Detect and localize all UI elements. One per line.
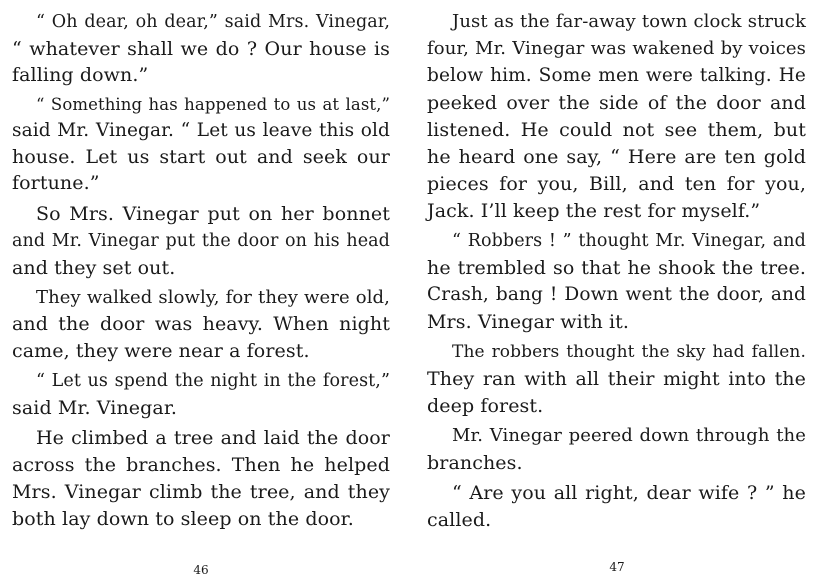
text-line: They walked slowly, for they were old, bbox=[36, 287, 390, 308]
text-line: said Mr. Vinegar. “ Let us leave this old bbox=[12, 120, 390, 141]
text-line: and they set out. bbox=[12, 257, 176, 279]
text-line: “ Are you all right, dear wife ? ” he bbox=[452, 482, 806, 504]
text-line: he trembled so that he shook the tree. bbox=[427, 257, 806, 279]
text-line: Mr. Vinegar peered down through the bbox=[452, 425, 806, 446]
text-line: and Mr. Vinegar put the door on his head bbox=[12, 231, 390, 251]
text-line: They ran with all their might into the bbox=[427, 368, 806, 390]
text-line: The robbers thought the sky had fallen. bbox=[452, 342, 806, 362]
text-line: So Mrs. Vinegar put on her bonnet bbox=[36, 203, 390, 225]
text-line: called. bbox=[427, 509, 492, 531]
text-line: Jack. I’ll keep the rest for myself.” bbox=[427, 200, 761, 222]
text-line: Just as the far-away town clock struck bbox=[452, 11, 806, 32]
text-line: branches. bbox=[427, 452, 523, 474]
text-line: Crash, bang ! Down went the door, and bbox=[427, 284, 806, 305]
text-line: listened. He could not see them, but bbox=[427, 119, 806, 141]
text-line: falling down.” bbox=[12, 64, 149, 86]
text-line: four, Mr. Vinegar was wakened by voices bbox=[427, 38, 806, 59]
text-line: He climbed a tree and laid the door bbox=[36, 427, 390, 449]
text-line: pieces for you, Bill, and ten for you, bbox=[427, 173, 806, 195]
page-number: 46 bbox=[193, 563, 209, 577]
text-line: “ Let us spend the night in the forest,” bbox=[36, 371, 390, 391]
text-line: below him. Some men were talking. He bbox=[427, 65, 806, 86]
page-left bbox=[0, 0, 405, 585]
text-line: said Mr. Vinegar. bbox=[12, 397, 178, 419]
text-line: “ Robbers ! ” thought Mr. Vinegar, and bbox=[452, 231, 806, 251]
text-line: “ whatever shall we do ? Our house is bbox=[12, 38, 390, 60]
text-line: peeked over the side of the door and bbox=[427, 92, 806, 114]
text-line: came, they were near a forest. bbox=[12, 340, 310, 362]
text-line: Mrs. Vinegar climb the tree, and they bbox=[12, 481, 390, 503]
text-line: deep forest. bbox=[427, 395, 544, 417]
text-line: fortune.” bbox=[12, 172, 100, 194]
text-line: both lay down to sleep on the door. bbox=[12, 508, 354, 530]
text-line: Mrs. Vinegar with it. bbox=[427, 311, 630, 333]
gutter bbox=[405, 0, 415, 585]
page-number: 47 bbox=[609, 560, 625, 574]
text-line: “ Oh dear, oh dear,” said Mrs. Vinegar, bbox=[36, 12, 390, 32]
text-line: and the door was heavy. When night bbox=[12, 313, 390, 335]
text-line: across the branches. Then he helped bbox=[12, 454, 390, 476]
text-line: he heard one say, “ Here are ten gold bbox=[427, 146, 806, 168]
text-line: “ Something has happened to us at last,” bbox=[36, 95, 390, 114]
text-line: house. Let us start out and seek our bbox=[12, 146, 390, 168]
page-right bbox=[415, 0, 820, 585]
